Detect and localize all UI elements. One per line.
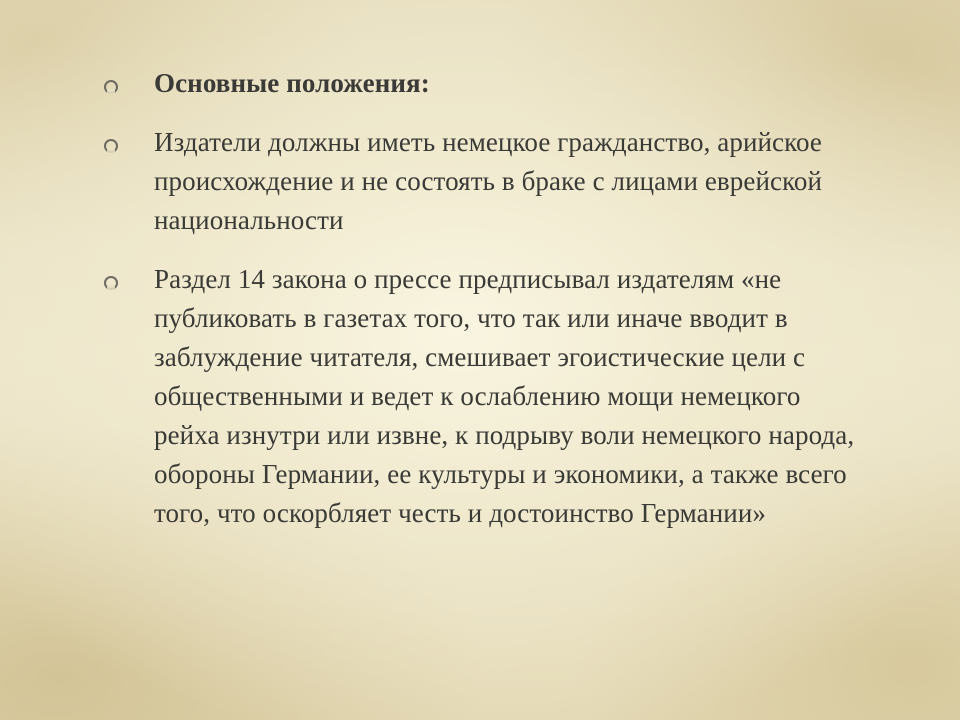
hollow-circle-bullet-icon [104,139,118,153]
bullet-item-heading [104,64,864,103]
hollow-circle-bullet-icon [104,276,118,290]
bullet-item-press-law-section-14 [104,260,864,533]
bullet-list [104,64,864,553]
bullet-text: Раздел 14 закона о прессе предписывал издателям «не публиковать в газетах того, что так или иначе вводит в заблуждение читателя, смешивает эгоистические цели с общественными и ведет к ослаблению мощи немецкого рейха изнутри или извне, к подрыву воли немецкого народа, обороны Германии, ее культуры и экономики, а также всего того, что оскорбляет честь и достоинство Германии» [154,264,855,528]
bullet-item-publishers-requirements [104,123,864,240]
bullet-text: Издатели должны иметь немецкое гражданство, арийское происхождение и не состоять в браке с лицами еврейской национальности [154,127,823,235]
hollow-circle-bullet-icon [104,80,118,94]
bullet-heading-text: Основные положения: [154,68,430,98]
